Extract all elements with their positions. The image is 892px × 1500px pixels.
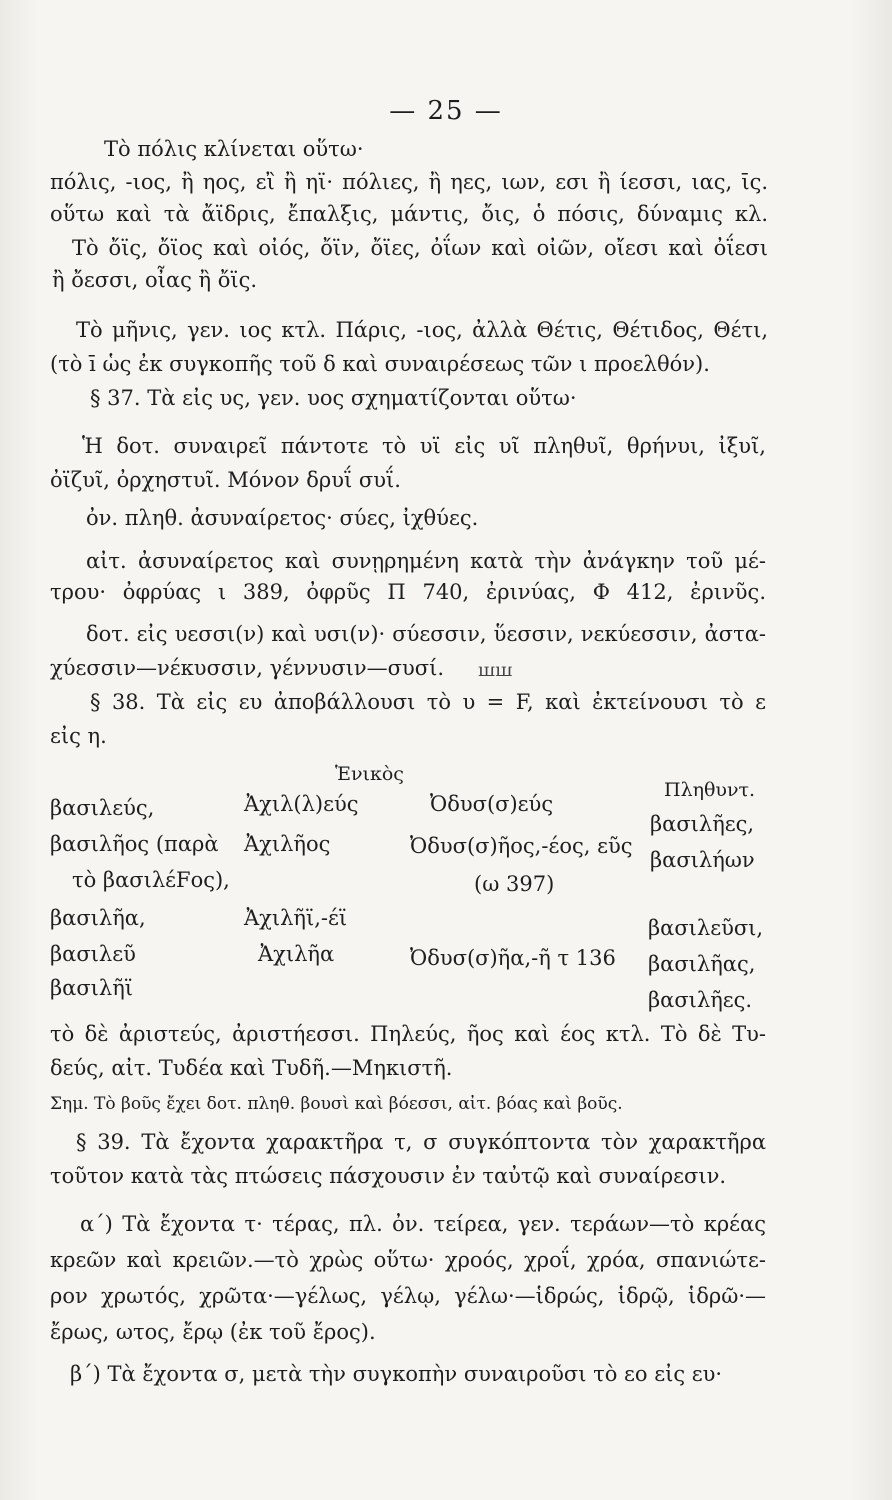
text-line: κρεῶν καὶ κρειῶν.—τὸ χρὼς οὕτω· χροός, χροΐ, χρόα, σπανιώτε- [50, 1248, 766, 1272]
table-cell: βασιλῆος (παρὰ [50, 832, 219, 856]
text-line: αἰτ. ἀσυναίρετος καὶ συνῃρημένη κατὰ τὴν ἀνάγκην τοῦ μέ- [86, 549, 766, 573]
table-cell: βασιλῆϊ [50, 976, 134, 1000]
table-cell: βασιλεῦσι, [648, 916, 764, 940]
table-cell: βασιλῆες. [648, 988, 753, 1012]
text-line: πόλις, -ιος, ἢ ηος, εἲ ἢ ηϊ· πόλιες, ἢ ηες, ιων, εσι ἢ ίεσσι, ιας, ῑς. [50, 170, 768, 194]
note-line: Σημ. Τὸ βοῦς ἔχει δοτ. πληθ. βουσὶ καὶ βόεσσι, αἰτ. βόας καὶ βοῦς. [50, 1094, 623, 1114]
text-line: ὀϊζυῖ, ὀρχηστυῖ. Μόνον δρυΐ συΐ. [50, 468, 401, 492]
text-line: Τὸ μῆνις, γεν. ιος κτλ. Πάρις, -ιος, ἀλλὰ Θέτις, Θέτιδος, Θέτι, [76, 318, 768, 342]
section-heading: § 39. Τὰ ἔχοντα χαρακτῆρα τ, σ συγκόπτοντα τὸν χαρακτῆρα [76, 1130, 766, 1154]
text-line: ἢ ὄεσσι, οἶας ἢ ὄϊς. [52, 268, 258, 292]
text-line: τρου· ὀφρύας ι 389, ὀφρῦς Π 740, ἐρινύας, Φ 412, ἐρινῦς. [50, 580, 766, 604]
table-cell: Ὀδυσ(σ)ῆα,-ῆ τ 136 [410, 946, 616, 970]
text-line: τὸ δὲ ἀριστεύς, ἀριστήεσσι. Πηλεύς, ῆος καὶ έος κτλ. Τὸ δὲ Τυ- [50, 1022, 766, 1046]
text-line: ἔρως, ωτος, ἔρῳ (ἐκ τοῦ ἔρος). [50, 1320, 376, 1344]
text-line: ὀν. πληθ. ἀσυναίρετος· σύες, ἰχθύες. [86, 506, 479, 530]
section-heading: § 37. Τὰ εἰς υς, γεν. υος σχηματίζονται οὕτω· [90, 386, 577, 410]
text-line: Τὸ ὄϊς, ὄϊος καὶ οἰός, ὄϊν, ὄϊες, ὀΐων καὶ οἰῶν, οἴεσι καὶ ὀΐεσι [72, 236, 768, 260]
table-cell: (ω 397) [474, 872, 555, 896]
text-line: τοῦτον κατὰ τὰς πτώσεις πάσχουσιν ἐν ταὐτῷ καὶ συναίρεσιν. [50, 1164, 727, 1188]
section-heading: § 38. Τὰ εἰς ευ ἀποβάλλουσι τὸ υ = F, καὶ ἐκτείνουσι τὸ ε [90, 690, 766, 714]
text-line: α΄) Τὰ ἔχοντα τ· τέρας, πλ. ὀν. τείρεα, γεν. τεράων—τὸ κρέας [80, 1212, 766, 1236]
table-cell: Ὀδυσ(σ)ῆος,-έος, εῦς [410, 834, 633, 858]
table-cell: Ἀχιλῆα [258, 942, 335, 966]
text-line: δοτ. εἰς υεσσι(ν) καὶ υσι(ν)· σύεσσιν, ὕεσσιν, νεκύεσσιν, ἀστα- [86, 622, 766, 646]
table-cell: Ὀδυσ(σ)εύς [430, 792, 554, 816]
text-line: Τὸ πόλις κλίνεται οὕτω· [104, 137, 364, 161]
table-cell: βασιλήων [650, 848, 755, 872]
text-line: εἰς η. [50, 724, 107, 748]
pen-mark: ꟺꟺ [478, 660, 513, 681]
table-cell: βασιλῆες, [650, 812, 755, 836]
table-header-singular: Ἑνικὸς [335, 763, 404, 785]
text-line: ρον χρωτός, χρῶτα·—γέλως, γέλῳ, γέλω·—ἱδρώς, ἱδρῷ, ἱδρῶ·— [50, 1284, 766, 1308]
text-line: δεύς, αἰτ. Τυδέα καὶ Τυδῆ.—Μηκιστῆ. [50, 1056, 453, 1080]
page-number: — 25 — [389, 96, 503, 126]
table-cell: Ἀχιλ(λ)εύς [244, 792, 359, 816]
table-cell: Ἀχιλῆϊ,-έϊ [244, 906, 348, 930]
text-line: (τὸ ī ὡς ἐκ συγκοπῆς τοῦ δ καὶ συναιρέσεως τῶν ι προελθόν). [50, 352, 710, 376]
table-cell: Ἀχιλῆος [244, 832, 331, 856]
text-line: χύεσσιν—νέκυσσιν, γέννυσιν—συσί. [50, 656, 445, 680]
table-cell: τὸ βασιλέFος), [72, 868, 230, 892]
text-line: β΄) Τὰ ἔχοντα σ, μετὰ τὴν συγκοπὴν συναιροῦσι τὸ εο εἰς ευ· [70, 1362, 723, 1386]
table-cell: βασιλεύς, [50, 796, 155, 820]
table-cell: βασιλῆα, [50, 906, 146, 930]
table-cell: βασιλῆας, [648, 952, 756, 976]
text-line: Ἡ δοτ. συναιρεῖ πάντοτε τὸ υϊ εἰς υῖ πληθυῖ, θρήνυι, ἰξυῖ, [82, 434, 766, 458]
table-cell: βασιλεῦ [50, 942, 136, 966]
table-header-plural: Πληθυντ. [664, 779, 756, 801]
text-line: οὕτω καὶ τὰ ἄϊδρις, ἔπαλξις, μάντις, ὄις, ὁ πόσις, δύναμις κλ. [50, 202, 768, 226]
